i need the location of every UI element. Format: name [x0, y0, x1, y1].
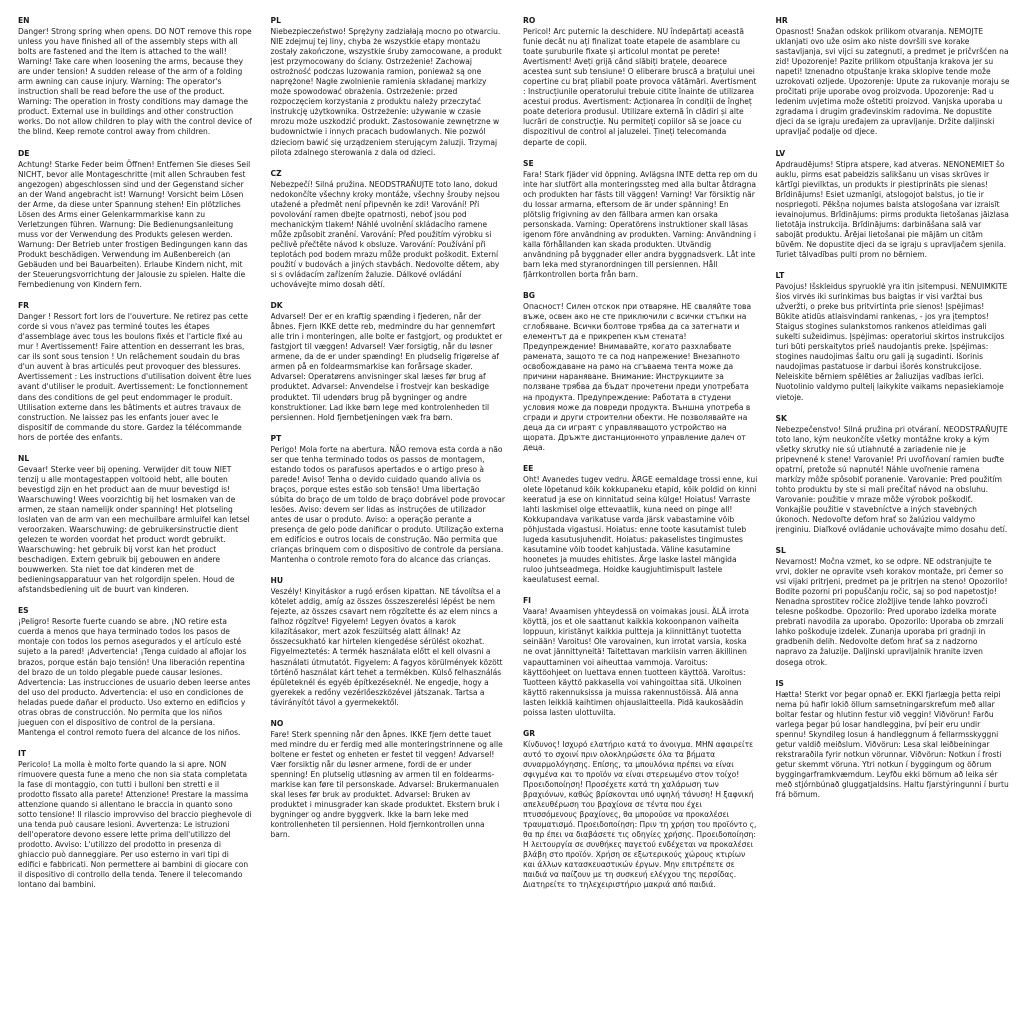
- language-code: SL: [775, 546, 786, 556]
- language-code: PT: [270, 433, 282, 443]
- warning-text: Опасност! Силен отскок при отваряне. НЕ сваляйте това въже, освен ако не сте приключили с всички стъпки на сглобяване. Всички болтове трябва да са затегнати и елементът да е прикрепен към стената! Предупреждение! Внимавайте, когато разхлабвате рамената, защото те са под напрежение! Внезапното освобождаване на рамо на сгъваема тента може да причини нараняване. Внимание: Инструкциите за ползване трябва да бъдат прочетени преди употребата на продукта. Предупреждение: Работата в студени условия може да повреди продукта. Външна употреба в сгради и други строителни обекти. Не позволявайте на деца да си играят с управляващото устройство на щората. Дръжте дистанционното управление далеч от деца.: [523, 302, 752, 452]
- warning-text: Gevaar! Sterke veer bij opening. Verwijder dit touw NIET tenzij u alle montagestappen voltooid hebt, alle bouten bevestigd zijn en het product aan de muur bevestigd is! Waarschuwing! Wees voorzichtig bij het losmaken van de armen, ze staan namelijk onder spanning! Het plotseling loslaten van de arm van een mechuilbare armluifel kan letsel veroorzaken. Waarschuwing: de gebruikersinstructie dient gelezen te worden voordat het product wordt gebruikt. Waarschuwing: het gebruik bij vorst kan het product beschadigen. Extern gebruik bij gebouwen en andere bouwwerken. Sta niet toe dat kinderen met de bedieningsapparatuur van het rolgordijn spelen. Houd de afstandsbediening uit de buurt van kinderen.: [18, 464, 250, 595]
- warning-section-sl: [776, 546, 1011, 668]
- language-code: DE: [18, 148, 30, 158]
- language-code: LT: [775, 270, 785, 280]
- warning-section-pt: [271, 434, 506, 566]
- warning-text: Danger! Strong spring when opens. DO NOT remove this rope unless you have finished all of the assembly steps with all bolts are fastened and the item is attached to the wall! Warning! Take care when loosening the arms, because they are under tension! A sudden release of the arm of a folding arm awning can cause injury. Warning: The operator's instruction shall be read before the use of the product. Warning: The operation in frosty conditions may damage the product. External use in buildings and other construction works. Do not allow children to play with the control device of the blind. Keep remote control away from children.: [18, 27, 252, 137]
- column-1: [18, 16, 253, 1014]
- warning-text: ¡Peligro! Resorte fuerte cuando se abre. ¡NO retire esta cuerda a menos que haya terminado todos los pasos de montaje con todos los pernos asegurados y el artículo esté sujeto a la pared! ¡Advertencia! ¡Tenga cuidado al aflojar los brazos, porque están bajo tensión! Una liberación repentina del brazo de un toldo plegable puede causar lesiones. Advertencia: Las instrucciones de usuario deben leerse antes del uso del producto. Advertencia: el uso en condiciones de heladas puede dañar el producto. Uso externo en edificios y otras obras de construcción. No permita que los niños jueguen con el dispositivo de control de la persiana. Mantenga el control remoto fuera del alcance de los niños.: [18, 617, 251, 737]
- warning-text: Pericolo! La molla è molto forte quando la si apre. NON rimuovere questa fune a meno che non sia stata completata la fase di montaggio, con tutti i bulloni ben stretti e il prodotto fissato alla parete! Attenzione! Prestare la massima attenzione quando si allentano le braccia in quanto sono sotto tensione! Il rilascio improvviso del braccio pieghevole di una tenda può causare lesioni. Avvertenza: Le istruzioni dell'operatore devono essere lette prima dell'utilizzo del prodotto. Avviso: L'utilizzo del prodotto in presenza di ghiaccio può danneggiare. Per uso esterno in vari tipi di edifici e fabbricati. Non permettere ai bambini di giocare con il dispositivo di controllo della tenda. Tenere il telecomando lontano dai bambini.: [18, 759, 252, 890]
- language-code: CZ: [270, 168, 282, 178]
- warning-text: Vaara! Avaamisen yhteydessä on voimakas jousi. ÄLÄ irrota köyttä, jos et ole saattanut kaikkia kokoonpanon vaiheita loppuun, kiristänyt kaikkia pultteja ja kiinnittänyt tuotetta seinään! Varoitus! Ole varovainen, kun irrotat varsia, koska ne ovat jännittyneitä! Taitettavan markiisin varren äkillinen vapauttaminen voi aiheuttaa vammoja. Varoitus: käyttöohjeet on luettava ennen tuotteen käyttöä. Varoitus: Tuotteen käyttö pakkasella voi vahingoittaa sitä. Ulkoinen käyttö rakennuksissa ja muissa rakennustöissä. Älä anna lasten leikkiä kaihtimen ohjauslaitteella. Pidä kaukosäädin poissa lasten ulottuvilta.: [523, 607, 750, 717]
- warning-section-lv: [776, 149, 1011, 260]
- column-2: [271, 16, 506, 1014]
- warning-section-es: [18, 606, 253, 738]
- warning-section-pl: [271, 16, 506, 158]
- warning-section-gr: [523, 729, 758, 891]
- warning-section-lt: [776, 271, 1011, 403]
- warning-text: Advarsel! Der er en kraftig spænding i fjederen, når der åbnes. Fjern IKKE dette reb, medmindre du har gennemført alle trin i monteringen, alle bolte er fastgjort, og produktet er fastgjort til væggen! Advarsel! Vær forsigtig, når du løsner armene, da de er under spænding! En pludselig frigørelse af armen på en foldearmsmarkise kan forårsage skader. Advarsel: Operatørens anvisninger skal læses før brug af produktet. Advarsel: Anvendelse i frostvejr kan beskadige produktet. Til udendørs brug på bygninger og andre konstruktioner. Lad ikke børn lege med kontrolenheden til persiennen. Hold fjernbetjeningen væk fra børn.: [270, 312, 503, 422]
- warning-section-en: [18, 16, 253, 138]
- warning-text: Pericol! Arc puternic la deschidere. NU îndepărtați această funie decât nu ați finalizat toate etapele de asamblare cu toate șuruburile fixate și articolul montat pe perete! Avertisment! Aveți grijă când slăbiți brațele, deoarece acestea sunt sub tensiune! O eliberare bruscă a brațului unei copertine cu braț pliabil poate provoca vătămări. Avertisment : Instrucțiunile operatorului trebuie citite înainte de utilizarea acestui produs. Avertisment: Acționarea în condiții de îngheț poate deteriora produsul. Utilizare externă în clădiri și alte lucrări de construcție. Nu permiteți copiilor să se joace cu dispozitivul de control al jaluzelei. Țineți telecomanda departe de copii.: [523, 27, 757, 147]
- warning-section-ro: [523, 16, 758, 148]
- warning-section-fr: [18, 301, 253, 443]
- warning-text: Hætta! Sterkt vor þegar opnað er. EKKI fjarlægja þetta reipi nema þú hafir lokið öllum samsetningarskrefum með allar boltar festar og hlutinn festur við veggin! Viðvörun! Farðu varlega þegar þú losar handleggina, því þeir eru undir spennu! Skyndileg losun á handleggnum á fellarmsskyggni getur valdið meiðslum. Viðvörun: Lesa skal leiðbeiningar rekstraraðila fyrir notkun vörunnar. Viðvörun: Notkun í frosti getur skemmt vöruna. Ytri notkun í byggingum og öðrum byggingarframkvæmdum. Leyfðu ekki börnum að leika sér með stjórnbúnað gluggatjaldsins. Haltu fjarstýringunni í burtu frá börnum.: [775, 689, 1009, 800]
- language-code: PL: [270, 16, 281, 25]
- language-code: SE: [523, 158, 534, 168]
- warning-section-hu: [271, 576, 506, 708]
- warning-section-hr: [776, 16, 1011, 138]
- language-code: GR: [523, 728, 536, 738]
- warning-section-dk: [271, 301, 506, 423]
- language-code: IT: [18, 748, 27, 758]
- language-code: NO: [270, 718, 284, 728]
- warning-text: Nebezpečenstvo! Silná pružina pri otváraní. NEODSTRAŇUJTE toto lano, kým neukončíte všetky montážne kroky a kým všetky skrutky nie sú utiahnuté a zariadenie nie je pripevnené k stene! Varovanie! Pri uvoľňovaní ramien buďte opatrní, pretože sú napnuté! Náhle uvoľnenie ramena markízy môže spôsobiť poranenie. Varovanie: Pred použitím tohto produktu by ste si mali prečítať návod na obsluhu. Varovanie: použitie v mraze môže výrobok poškodiť. Vonkajšie použitie v stavebníctve a iných stavebných úkonoch. Nedovoľte deťom hrať so žalúziou valdymo įrenginiu. Diaľkové ovládanie uchovávajte mimo dosahu detí.: [775, 424, 1008, 535]
- language-code: FI: [523, 596, 532, 606]
- warning-text: Nebezpečí! Silná pružina. NEODSTRAŇUJTE toto lano, dokud nedokončíte všechny kroky montáže, všechny šrouby nejsou utažené a předmět není připevněn ke zdi! Varování! Při povolování ramen dbejte opatrnosti, neboť jsou pod mechanickým tlakem! Náhlé uvolnění skládacího ramene může způsobit zranění. Varování: Před použitím výrobku si pečlivě přečtěte návod k obsluze. Varování: Používání při teplotách pod bodem mrazu může produkt poškodit. Externí použití v budovách a jiných stavbách. Nedovolte dětem, aby si s ovládacím zařízením žaluzie. Dálkové ovládání uchovávejte mimo dosah dětí.: [270, 179, 500, 290]
- warning-text: Fara! Stark fjäder vid öppning. Avlägsna INTE detta rep om du inte har slutfört alla monteringssteg med alla bultar åtdragna och produkten har fästs till väggen! Varning! Var försiktig när du lossar armarna, eftersom de är under spänning! En plötslig frigivning av den fällbara armen kan orsaka personskada. Varning: Operatörens instruktioner skall läsas igenom före användning av produkten. Varning: Användning i kalla förhållanden kan skada produkten. Utvändig användning på byggnader eller andra byggnadsverk. Låt inte barn leka med styranordningen till persiennen. Håll fjärrkontrollen borta från barn.: [523, 169, 758, 280]
- warning-text: Danger ! Ressort fort lors de l'ouverture. Ne retirez pas cette corde si vous n'avez pas terminé toutes les étapes d'assemblage avec tous les boulons fixés et l'article fixé au mur ! Avertissement! Faire attention en desserrant les bras, car ils sont sous tension ! Un relâchement soudain du bras d'un auvent à bras articulés peut provoquer des blessures. Avertissement : Les instructions d'utilisation doivent être lues avant d'utiliser le produit. Avertissement: Le fonctionnement dans des conditions de gel peut endommager le produit. Utilisation externe dans les bâtiments et autres travaux de construction. Ne laissez pas les enfants jouer avec le dispositif de commande du store. Gardez la télécommande hors de portée des enfants.: [18, 312, 252, 442]
- warning-text: Opasnost! Snažan odskok prilikom otvaranja. NEMOJTE uklanjati ovo uže osim ako niste dovršili sve korake sastavljanja, svi vijci su zategnuti, a predmet je pričvršćen na zid! Upozorenje! Pazite prilikom otpuštanja krakova jer su napeti! Iznenadno otpuštanje kraka sklopive tende može uzrokovati ozljede. Upozorenje: Upute za rukovanje moraju se pročitati prije uporabe ovog proizvoda. Upozorenje: Rad u ledenim uvjetima može oštetiti proizvod. Vanjska uporaba u zgradama i drugim građevinskim radovima. Ne dopustite djeci da se igraju uređajem za upravljanje. Držite daljinski upravljač podalje od djece.: [775, 27, 1010, 137]
- warning-text: Perigo! Mola forte na abertura. NÃO remova esta corda a não ser que tenha terminado todos os passos de montagem, estando todos os parafusos apertados e o artigo preso à parede! Aviso! Tenha o devido cuidado quando alivia os braços, porque estes estão sob tensão! Uma libertação súbita do braço de um toldo de braço dobrável pode provocar lesões. Aviso: devem ser lidas as instruções de utilizador antes de usar o produto. Aviso: a operação perante a presença de gelo pode danificar o produto. Utilização externa em edifícios e outros locais de construção. Não permita que crianças brinquem com o dispositivo de controle da persiana. Mantenha o controle remoto fora do alcance das crianças.: [270, 444, 505, 565]
- warning-text: Oht! Avanedes tugev vedru. ÄRGE eemaldage trossi enne, kui olete lõpetanud kõik kokkupaneku etapid, kõik poldid on kinni keeratud ja ese on kinnitatud seina külge! Hoiatus! Varraste lahti laskmisel olge ettevaatlik, kuna need on pinge all! Kokkupandava varikatuse varda järsk vabastamine võib põhjustada vigastusi. Hoiatus: enne toote kasutamist tuleb lugeda kasutusjuhendit. Hoiatus: pakaselistes tingimustes kasutamine võib toodet kahjustada. Väline kasutamine hoonetes ja muudes ehitistes. Ärge laske lastel mängida ruloo juhtseadmega. Hoidke kaugjuhtimispult lastele kaeulatusest eemal.: [523, 474, 758, 585]
- warning-section-ee: [523, 464, 758, 586]
- warning-text: Nevarnost! Močna vzmet, ko se odpre. NE odstranjujte te vrvi, dokler ne opravite vseh korakov montaže, pri čemer so vsi vijaki pritrjeni, predmet pa je pritrjen na steno! Opozorilo! Bodite pozorni pri popuščanju ročic, saj so pod napetostjo! Nenadna sprostitev ročice zložljive tende lahko povzroči telesne poškodbe. Opozorilo: Pred uporabo izdelka morate prebrati navodila za uporabo. Opozorilo: Uporaba ob zmrzali lahko poškoduje izdelek. Zunanja uporaba pri gradnji in gradbenih delih. Nedovolte deťom hrať sa z nadzorno napravo za žaluzije. Daljinski upravljalnik hranite izven dosega otrok.: [775, 557, 1008, 667]
- language-code: LV: [775, 148, 786, 158]
- warning-text: Κίνδυνος! Ισχυρό ελατήριο κατά το άνοιγμα. ΜΗΝ αφαιρείτε αυτό το σχοινί πριν ολοκληρώσετε όλα τα βήματα συναρμολόγησης. Επίσης, τα μπουλόνια πρέπει να είναι σφιγμένα και το προϊόν να είναι στερεωμένο στον τοίχο! Προειδοποίηση! Προσέχετε κατά τη χαλάρωση των βραχιόνων, καθώς βρίσκονται υπό υψηλή τάνυση! Η ξαφνική απελευθέρωση του βραχίονα σε τέντα που έχει πτυσσόμενους βραχίονες, θα μπορούσε να προκαλέσει τραυματισμό. Προειδοποίηση: Πριν τη χρήση του προϊόντο ς, θα πρ έπει να διαβάσετε τις οδηγίες χρήσης. Προειδοποίηση: Η λειτουργία σε συνθήκες παγετού ενδέχεται να προκαλέσει βλάβη στο προϊόν. Χρήση σε εξωτερικούς χώρους κτιρίων και άλλων κατασκευαστικών έργων. Μην επιτρέπετε σε παιδιά να παίζουν με τη συσκευή ελέγχου της περσίδας. Διατηρείτε το τηλεχειριστήριο μακριά από παιδιά.: [523, 739, 757, 890]
- warning-section-de: [18, 149, 253, 291]
- warning-section-it: [18, 749, 253, 891]
- language-code: RO: [523, 16, 536, 25]
- language-code: SK: [775, 413, 787, 423]
- language-code: FR: [18, 301, 30, 311]
- language-code: IS: [775, 678, 784, 688]
- language-code: HR: [775, 16, 788, 25]
- warning-text: Fare! Sterk spenning når den åpnes. IKKE fjern dette tauet med mindre du er ferdig med alle monteringstrinnene og alle boltene er festet og enheten er festet til veggen! Advarsel! Vær forsiktig når du løsner armene, fordi de er under spenning! En plutselig utløsning av armen til en foldearms-markise kan føre til personskade. Advarsel: Brukermanualen skal leses før bruk av produktet. Advarsel: Bruken av produktet i minusgrader kan skade produktet. Ekstern bruk i bygninger og andre byggverk. Ikke la barn leke med kontrollenheten til persiennen. Hold fjernkontrollen unna barn.: [270, 729, 503, 840]
- language-code: EE: [523, 463, 534, 473]
- warning-section-nl: [18, 454, 253, 596]
- warning-text: Pavojus! Išskleidus spyruoklė yra itin įsitempusi. NENUIMKITE šios virvės iki surinkimas bus baigtas ir visi varžtai bus užveržti, o preke bus pritvirtinta prie sienos! Įspėjimas! Būkite atidūs atlaisvindami rankenas, - jos yra įtemptos! Staigus stogines sulankstomos rankenos atleidimas gali sukelti sužeidimus. Įspėjimas: operatoriui skirtos instrukcijos turi būti perskaitytos prieš naudojantis preke. Įspėjimas: stogines naudojimas šaltu oru gali ją sugadinti. Išorinis naudojimas pastatuose ir darbui išorės konstrukcijose. Neleiskite bērniem spēlēties ar žaliuzijas vadības ierīci. Nuotolinio valdymo pultelį laikykite vaikams nepasiekiamoje vietoje.: [775, 281, 1008, 402]
- language-code: DK: [270, 301, 283, 311]
- warning-section-sk: [776, 414, 1011, 536]
- warning-text: Achtung! Starke Feder beim Öffnen! Entfernen Sie dieses Seil NICHT, bevor alle Montageschritte (mit allen Schrauben fest angezogen) abgeschlossen sind und der Gegenstand sicher an der Wand angebracht ist! Warnung! Vorsicht beim Lösen der Arme, da diese unter Spannung stehen! Ein plötzliches Lösen des Arms einer Gelenkarmmarkise kann zu Verletzungen führen. Warnung: Die Bedienungsanleitung muss vor der Verwendung des Produkts gelesen werden. Warnung: Der Betrieb unter frostigen Bedingungen kann das Produkt beschädigen. Verwendung im Außenbereich (an Gebäuden und bei Bauarbeiten). Erlaube Kindern nicht, mit der Steuerungsvorrichtung der Jalousie zu spielen. Halte die Fernbedienung von Kindern fern.: [18, 159, 251, 290]
- warning-section-fi: [523, 596, 758, 718]
- language-code: BG: [523, 291, 536, 301]
- warning-section-cz: [271, 169, 506, 291]
- language-code: HU: [270, 576, 284, 586]
- column-4: [776, 16, 1011, 1014]
- warning-text: Niebezpieczeństwo! Sprężyny zadziałają mocno po otwarciu. NIE zdejmuj tej liny, chyba że wszystkie etapy montażu zostały zakończone, wszystkie śruby zamocowane, a produkt jest przymocowany do ściany. Ostrzeżenie! Zachowaj ostrożność podczas luzowania ramion, ponieważ są one naprężone! Nagłe zwolnienie ramienia składanej markizy może spowodować obrażenia. Ostrzeżenie: przed rozpoczęciem korzystania z produktu należy przeczytać instrukcję użytkownika. Ostrzeżenie: używanie w czasie mrozu może uszkodzić produkt. Zastosowanie zewnętrzne w budownictwie i innych pracach budowlanych. Nie pozwól dzieciom bawić się urządzeniem sterującym żaluzji. Trzymaj pilota zdalnego sterowania z dala od dzieci.: [270, 27, 502, 157]
- warning-section-is: [776, 679, 1011, 801]
- language-code: NL: [18, 453, 30, 463]
- warning-section-bg: [523, 291, 758, 453]
- warning-text: Veszély! Kinyitáskor a rugó erősen kipattan. NE távolítsa el a kötelet addig, amíg az összes összeszerelési lépést be nem fejezte, az összes csavart nem rögzítette és az elem nincs a falhoz rögzítve! Figyelem! Legyen óvatos a karok kilazításakor, mert azok feszültség alatt állnak! Az összecsukható kar hirtelen kiengedése sérülést okozhat. Figyelmeztetés: A termék használata előtt el kell olvasni a használati útmutatót. Figyelem: A fagyos körülmények között történő használat kárt tehet a termékben. Külső felhasználás épületeknél és egyéb építkezéseknél. Ne engedje, hogy a gyerekek a redőny vezérlőeszközével játszanak. Tartsa a távirányítót távol a gyermekektől.: [270, 587, 503, 707]
- warning-section-no: [271, 719, 506, 841]
- warning-section-se: [523, 159, 758, 281]
- language-code: EN: [18, 16, 30, 25]
- warning-text: Apdraudējums! Stipra atspere, kad atveras. NENONEMIET šo auklu, pirms esat pabeidzis salikšanu un visas skrūves ir kārtīgi pievilktas, un produkts ir piestiprināts pie sienas! Brīdinājums! Esiet uzmanīgi, atslogojot balstus, jo tie ir nospriegoti. Pēkšņa nojumes balsta atslogošana var izraisīt ievainojumus. Brīdinājums: pirms produkta lietošanas jāizlasa lietotāja instrukcija. Brīdinājums: darbināšana salā var sabojāt produktu. Ārējai lietošanai pie mājām un citām būvēm. Ne dopustite djeci da se igraju s upravljačem sjenila. Turiet tālvadības pulti prom no bērniem.: [775, 159, 1009, 259]
- column-3: [523, 16, 758, 1014]
- language-code: ES: [18, 606, 29, 616]
